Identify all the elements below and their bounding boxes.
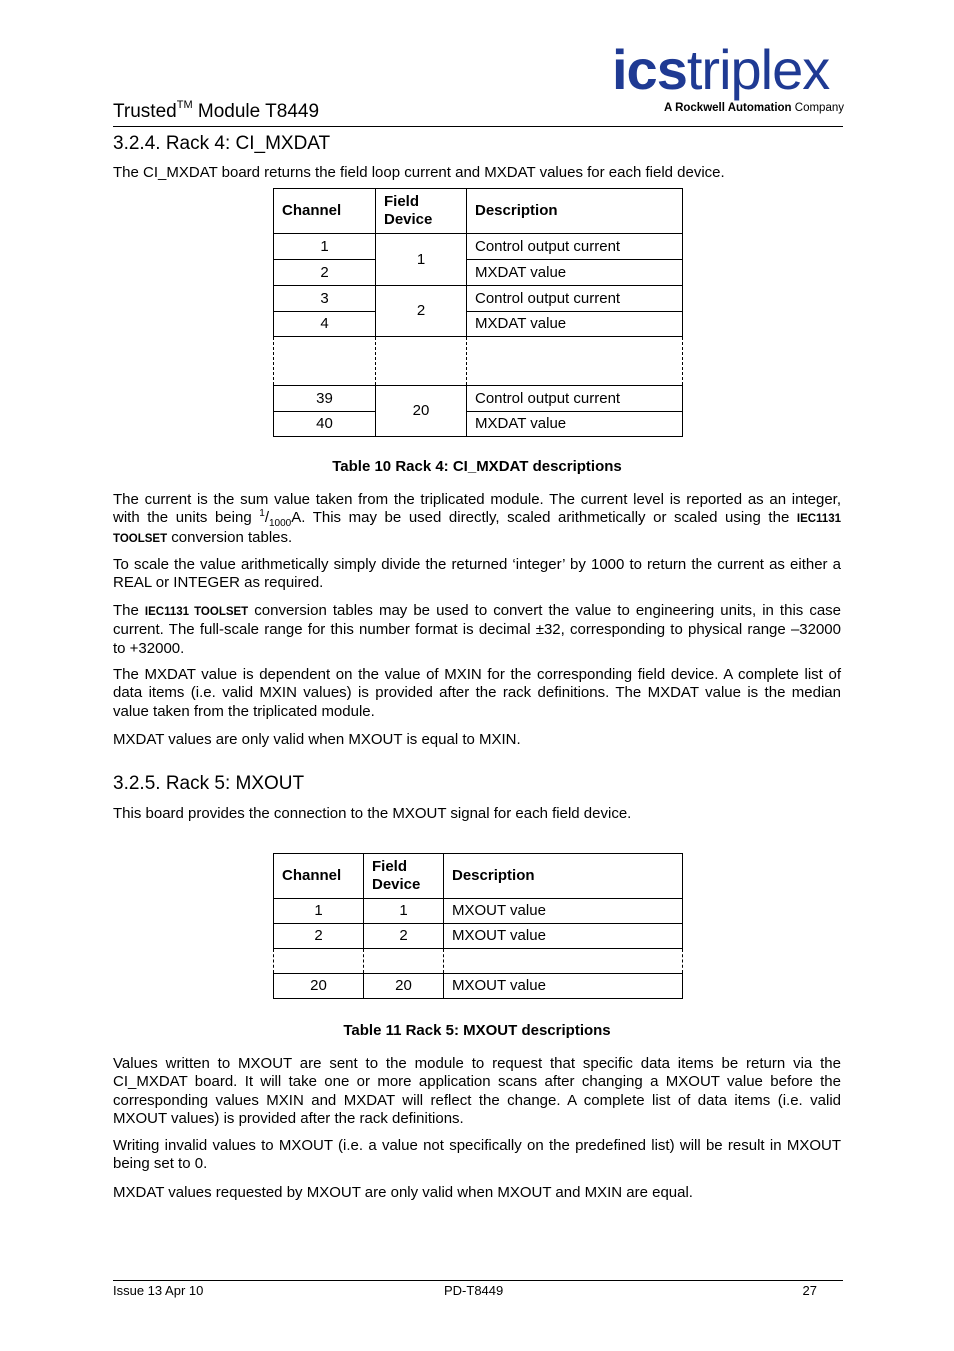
paragraph-mxdat-requested: MXDAT values requested by MXOUT are only valid when MXOUT and MXIN are equal. [113, 1184, 693, 1201]
paragraph-current [113, 491, 841, 548]
logo-ics: ics [612, 38, 687, 101]
cell-channel: 39 [274, 386, 376, 412]
cell-description: MXOUT value [444, 974, 683, 999]
cell-channel: 4 [274, 312, 376, 337]
col-field-line2: Device [384, 211, 433, 228]
text-sub: 1000 [268, 518, 292, 530]
cell-channel: 40 [274, 412, 376, 437]
text-run: A. This may be used directly, scaled arithmetically or scaled using the [291, 509, 797, 527]
table-ellipsis-row [274, 337, 683, 386]
table-row [274, 386, 683, 412]
col-field-line2: Device [372, 876, 421, 893]
paragraph-mxdat-valid: MXDAT values are only valid when MXOUT is equal to MXIN. [113, 731, 521, 748]
cell-channel: 2 [274, 260, 376, 286]
text-run: conversion tables. [167, 528, 293, 546]
col-field-device [376, 189, 467, 234]
section-intro-rack4: The CI_MXDAT board returns the field loop current and MXDAT values for each field device. [113, 164, 725, 181]
table-caption-rack4: Table 10 Rack 4: CI_MXDAT descriptions [332, 458, 622, 475]
section-heading-rack5: 3.2.5. Rack 5: MXOUT [113, 773, 305, 794]
document-title [113, 99, 319, 125]
paragraph-mxdat: The MXDAT value is dependent on the value of MXIN for the corresponding field device. A complete list of data items (i.e. valid MXIN values) is provided after the rack definitions. The MXDAT value is the median value taken from the triplicated module. [113, 666, 841, 720]
cell-device: 20 [364, 974, 444, 999]
logo-tagline-main: A Rockwell Automation [664, 102, 792, 114]
gap-cell [274, 337, 376, 386]
paragraph-mxout-values: Values written to MXOUT are sent to the module to request that specific data items be return via the CI_MXDAT board. It will take one or more application scans after changing a MXOUT value before the corresponding values MXIN and MXDAT will reflect the change. A complete list of data items (i.e. valid MXOUT values) is provided after the rack definitions. [113, 1055, 841, 1127]
gap-cell [444, 949, 683, 974]
paragraph-conversion [113, 602, 841, 658]
cell-device: 20 [376, 386, 467, 437]
col-field-line1: Field [384, 193, 420, 210]
col-description: Description [467, 189, 683, 234]
footer-page-number: 27 [802, 1283, 817, 1298]
gap-cell [467, 337, 683, 386]
cell-channel: 20 [274, 974, 364, 999]
cell-device: 1 [376, 234, 467, 286]
logo-triplex: triplex [686, 38, 830, 101]
col-field-line1: Field [372, 858, 408, 875]
table-row [274, 412, 683, 437]
cell-description: MXOUT value [444, 899, 683, 924]
cell-device: 2 [376, 286, 467, 337]
col-channel: Channel [274, 854, 364, 899]
toolset-name: IEC1131 TOOLSET [144, 606, 249, 618]
gap-cell [274, 949, 364, 974]
table-row [274, 286, 683, 312]
cell-description: MXDAT value [467, 312, 683, 337]
title-trademark: TM [176, 99, 193, 111]
table-row [274, 974, 683, 999]
footer-issue: Issue 13 Apr 10 [113, 1283, 204, 1298]
cell-description: MXDAT value [467, 412, 683, 437]
table-header-row [274, 189, 683, 234]
gap-cell [376, 337, 467, 386]
text-run: / [264, 509, 269, 527]
logo-tagline-company: Company [794, 102, 844, 114]
text-run: The current is the sum value taken from the triplicated module. The current level is reported as an integer, with the units being [113, 491, 841, 527]
title-post: Module T8449 [192, 101, 320, 122]
logo-wordmark [612, 40, 829, 100]
table-header-row [274, 854, 683, 899]
cell-device: 1 [364, 899, 444, 924]
table-ellipsis-row [274, 949, 683, 974]
cell-channel: 1 [274, 899, 364, 924]
table-rack5 [273, 853, 683, 999]
logo-tagline [664, 102, 844, 114]
table-row [274, 260, 683, 286]
col-description: Description [444, 854, 683, 899]
header-rule [113, 126, 843, 127]
table-row [274, 234, 683, 260]
company-logo [608, 40, 844, 120]
text-run: conversion tables may be used to convert the value to engineering units, in this case current. The full-scale range for this number format is decimal ±32, corresponding to physical range –32000 to +32000. [113, 602, 842, 657]
paragraph-scale: To scale the value arithmetically simply divide the returned ‘integer’ by 1000 to return the current as either a REAL or INTEGER as required. [113, 556, 841, 592]
cell-channel: 3 [274, 286, 376, 312]
section-intro-rack5: This board provides the connection to the MXOUT signal for each field device. [113, 805, 632, 822]
col-channel: Channel [274, 189, 376, 234]
cell-description: MXDAT value [467, 260, 683, 286]
table-row [274, 924, 683, 949]
footer-doc-id: PD-T8449 [444, 1283, 504, 1298]
col-field-device [364, 854, 444, 899]
title-pre: Trusted [113, 101, 177, 122]
cell-device: 2 [364, 924, 444, 949]
gap-cell [364, 949, 444, 974]
cell-channel: 2 [274, 924, 364, 949]
cell-description: Control output current [467, 286, 683, 312]
table-row [274, 899, 683, 924]
table-row [274, 312, 683, 337]
cell-description: Control output current [467, 386, 683, 412]
paragraph-mxout-invalid: Writing invalid values to MXOUT (i.e. a value not specifically on the predefined list) will be result in MXOUT being set to 0. [113, 1137, 841, 1173]
cell-channel: 1 [274, 234, 376, 260]
footer-rule [113, 1280, 843, 1281]
table-caption-rack5: Table 11 Rack 5: MXOUT descriptions [343, 1022, 611, 1039]
text-sup: 1 [259, 508, 265, 520]
table-rack4 [273, 188, 683, 437]
cell-description: Control output current [467, 234, 683, 260]
text-run: The [113, 602, 145, 619]
toolset-name: IEC1131 TOOLSET [113, 513, 841, 545]
cell-description: MXOUT value [444, 924, 683, 949]
section-heading-rack4: 3.2.4. Rack 4: CI_MXDAT [113, 133, 331, 154]
